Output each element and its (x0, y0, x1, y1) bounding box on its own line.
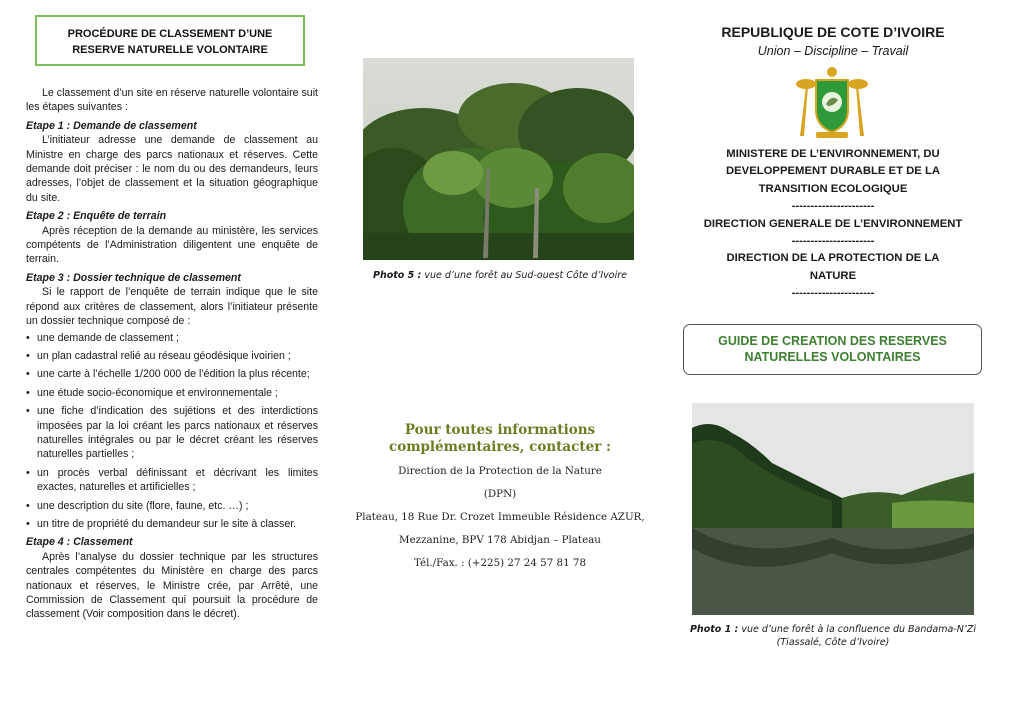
dossier-items-list (26, 331, 318, 532)
bullet-icon: • (26, 368, 30, 381)
procedure-title-line-1: PROCÉDURE DE CLASSEMENT D’UNE (67, 28, 273, 40)
republic-heading: REPUBLIQUE DE COTE D’IVOIRE (721, 24, 945, 40)
list-item-text: une demande de classement ; (37, 331, 179, 344)
contact-heading-line-1: Pour toutes informations (404, 422, 596, 438)
list-item (26, 517, 318, 531)
bullet-icon: • (26, 499, 30, 512)
ministry-line-2: DEVELOPPEMENT DURABLE ET DE LA (725, 165, 941, 178)
directorate-general: DIRECTION GENERALE DE L’ENVIRONNEMENT (703, 217, 963, 230)
photo-5-caption (350, 270, 650, 281)
ministry-line-1: MINISTERE DE L’ENVIRONNEMENT, DU (726, 148, 940, 160)
list-item-text: une carte à l’échelle 1/200 000 de l’édition la plus récente; (37, 368, 310, 381)
step-3-title: Etape 3 : Dossier technique de classement (26, 271, 241, 284)
river-photo (692, 403, 974, 615)
directorate-line-1: DIRECTION DE LA PROTECTION DE LA (726, 252, 940, 265)
procedure-title-line-2: RESERVE NATURELLE VOLONTAIRE (72, 44, 268, 56)
contact-heading-line-2: complémentaires, contacter : (388, 439, 612, 455)
separator-line: ---------------------- (791, 235, 875, 248)
ministry-block (678, 146, 988, 303)
contact-address-line-2: Mezzanine, BPV 178 Abidjan – Plateau (399, 534, 601, 546)
intro-paragraph: Le classement d’un site en réserve naturelle volontaire suit les étapes suivantes : (26, 87, 318, 114)
ministry-line-3: TRANSITION ECOLOGIQUE (758, 182, 908, 195)
list-item (26, 349, 318, 363)
forest-photo-image (363, 58, 634, 260)
list-item-text: une description du site (flore, faune, etc. …) ; (37, 499, 249, 512)
contact-phone: Tél./Fax. : (+225) 27 24 57 81 78 (413, 557, 587, 569)
step-4-title: Etape 4 : Classement (26, 536, 133, 549)
list-item-text: une étude socio-économique et environnementale ; (37, 386, 278, 399)
list-item (26, 386, 318, 400)
guide-title-line-1: GUIDE DE CREATION DES RESERVES (718, 334, 947, 348)
step-2-text: Après réception de la demande au ministère, les services compétents de l’Administration diligentent une enquête de terrain. (26, 224, 318, 266)
contact-heading (345, 422, 655, 456)
step-2-title: Etape 2 : Enquête de terrain (26, 210, 167, 223)
contact-address-line-1: Plateau, 18 Rue Dr. Crozet Immeuble Résidence AZUR, (355, 511, 645, 523)
photo-5-caption-text: vue d’une forêt au Sud-ouest Côte d’Ivoire (421, 270, 627, 281)
bullet-icon: • (26, 386, 30, 399)
separator-line: ---------------------- (791, 200, 875, 213)
photo-1-caption-line-1 (683, 623, 983, 636)
bullet-icon: • (26, 405, 30, 418)
bullet-icon: • (26, 517, 30, 530)
list-item (26, 466, 318, 495)
river-photo-image (692, 403, 974, 615)
list-item (26, 499, 318, 513)
photo-1-caption (683, 623, 983, 649)
contact-acronym: (DPN) (483, 488, 517, 500)
step-3-text: Si le rapport de l’enquête de terrain indique que le site répond aux critères de classement, alors l’initiateur présente un dossier technique composé de : (26, 286, 318, 328)
photo-1-caption-line-2: (Tiassalé, Côte d’Ivoire) (776, 637, 890, 648)
list-item-text: un procès verbal définissant et décrivant les limites exactes, naturelles et artificielles ; (37, 466, 318, 494)
guide-title-line-2: NATURELLES VOLONTAIRES (744, 349, 921, 364)
list-item (26, 331, 318, 345)
list-item-text: un plan cadastral relié au réseau géodésique ivoirien ; (37, 349, 291, 362)
procedure-title-box (35, 15, 305, 66)
list-item (26, 367, 318, 381)
contact-organization: Direction de la Protection de la Nature (398, 465, 602, 477)
forest-photo (363, 58, 634, 260)
list-item-text: une fiche d’indication des sujétions et des interdictions imposées par la loi créant les parcs nationaux et réserves naturelles intégrales ou par le décret créant les réserves naturelles partielles ; (37, 405, 318, 461)
photo-1-label: Photo 1 : (689, 624, 739, 635)
procedure-body (26, 86, 318, 622)
list-item (26, 404, 318, 462)
national-motto: Union – Discipline – Travail (757, 44, 909, 58)
bullet-icon: • (26, 349, 30, 362)
bullet-icon: • (26, 466, 30, 479)
step-1-title: Etape 1 : Demande de classement (26, 119, 197, 132)
directorate-line-2: NATURE (809, 269, 857, 282)
guide-title-box (683, 324, 982, 375)
step-1-text: L’initiateur adresse une demande de classement au Ministre en charge des parcs nationaux et réserves. Cette demande doit préciser : le nom du ou des demandeurs, leurs adresses, l’objet de classement et la situation géographique du site. (26, 134, 318, 204)
separator-line: ---------------------- (791, 287, 875, 300)
photo-5-label: Photo 5 : (373, 270, 422, 281)
coat-of-arms-icon (792, 66, 872, 140)
list-item-text: un titre de propriété du demandeur sur le site à classer. (37, 517, 297, 530)
step-4-text: Après l’analyse du dossier technique par les structures centrales compétentes du Ministère en charge des parcs nationaux et réserves, le Ministre crée, par Arrêté, une Commission de Classement qui poursuit la procédure de classement (Voir composition dans le décret). (26, 550, 318, 621)
photo-1-caption-text: vue d’une forêt à la confluence du Bandama-N’Zi (738, 624, 977, 635)
bullet-icon: • (26, 331, 30, 344)
